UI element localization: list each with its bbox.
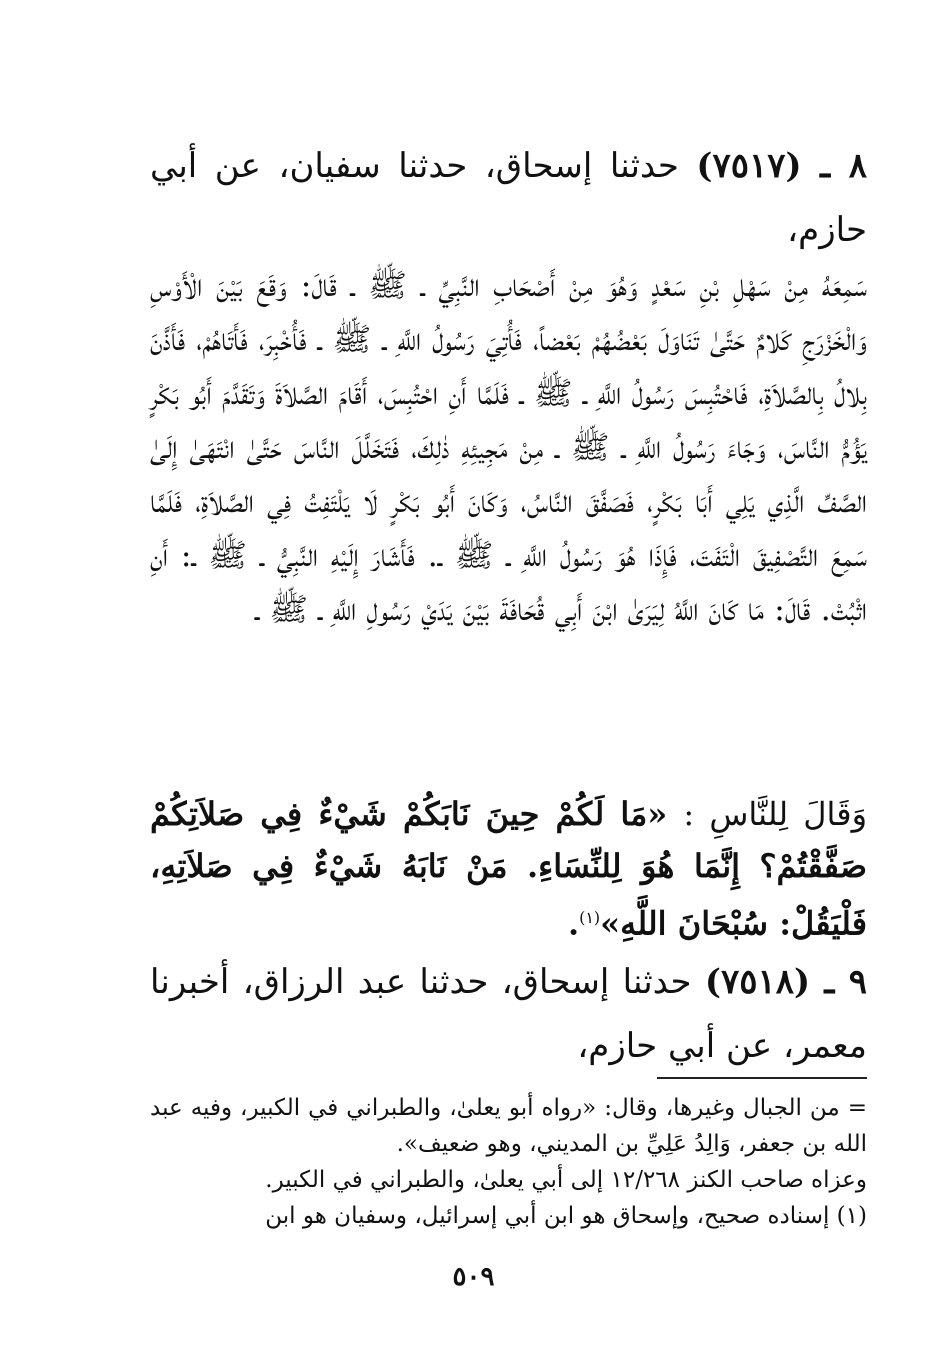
- hadith-8-saying: [150, 788, 867, 950]
- hadith-8-isnad: حدثنا إسحاق، حدثنا سفيان، عن أبي حازم،: [150, 146, 867, 250]
- saying-lead: وَقَالَ لِلنَّاسِ :: [683, 795, 868, 833]
- hadith-9-number: ٩ ـ (٧٥١٨): [704, 962, 867, 1002]
- saying-end: .: [567, 904, 580, 943]
- footnote-divider: [657, 1077, 867, 1079]
- footnote-1: (١) إسناده صحيح، وإسحاق هو ابن أبي إسرائيل، وسفيان هو ابن: [265, 1203, 867, 1229]
- saying-text: «مَا لَكُمْ حِينَ نَابَكُمْ شَيْءٌ فِي صَلاَتِكُمْ صَفَّقْتُمْ؟ إِنَّمَا هُوَ لِلنِّسَاءِ. مَنْ نَابَهُ شَيْءٌ فِي صَلاَتِهِ، فَلْيَقُلْ: سُبْحَانَ اللَّهِ»: [150, 795, 867, 943]
- hadith-9-intro: [150, 950, 867, 1078]
- footnote-ref-1: (١): [579, 908, 601, 927]
- hadith-8-intro: [150, 134, 867, 262]
- page-number: ٥٠٩: [452, 1262, 495, 1292]
- hadith-8-matn: سَمِعَهُ مِنْ سَهْلِ بْنِ سَعْدٍ وَهُوَ مِنْ أَصْحَابِ النَّبِيِّ ـ ﷺ ـ قَالَ: وَقَعَ بَيْنَ الْأَوْسِ وَالْخَزْرَجِ كَلامٌ حَتَّىٰ تَنَاوَلَ بَعْضُهُمْ بَعْضاً، فَأُتِيَ رَسُولُ اللَّهِ ـ ﷺ ـ فَأُخْبِرَ، فَأَتَاهُمْ، فَأَذَّنَ بِلالُ بِالصَّلاَةِ، فَاحْتُبِسَ رَسُولُ اللَّهِ ـ ﷺ ـ فَلَمَّا أَنِ احْتُبِسَ، أَقَامَ الصَّلاَةَ وَتَقَدَّمَ أَبُو بَكْرٍ يَؤُمُّ النَّاسَ، وَجَاءَ رَسُولُ اللَّهِ ـ ﷺ ـ مِنْ مَجِيئِهِ ذٰلِكَ، فَتَخَلَّلَ النَّاسَ حَتَّىٰ انْتَهَىٰ إِلَىٰ الصَّفِّ الَّذِي يَلِي أَبَا بَكْرٍ، فَصَفَّقَ النَّاسُ، وَكَانَ أَبُو بَكْرٍ لَا يَلْتَفِتُ فِي الصَّلاَةِ، فَلَمَّا سَمِعَ التَّصْفِيقَ الْتَفَتَ، فَإِذَا هُوَ رَسُولُ اللَّهِ ـ ﷺ ـ. فَأَشَارَ إِلَيْهِ النَّبِيُّ ـ ﷺ ـ: أَنِ اثْبُتْ. قَالَ: مَا كَانَ اللَّهُ لِيَرَىٰ ابْنَ أَبِي قُحَافَةَ بَيْنَ يَدَيْ رَسُولِ اللَّهِ ـ ﷺ ـ: [150, 266, 868, 628]
- footnote-continued: = من الجبال وغيرها، وقال: «رواه أبو يعلىٰ، والطبراني في الكبير، وفيه عبد الله بن جعفر، وَالِدُ عَلِيِّ بن المديني، وهو ضعيف».: [150, 1095, 867, 1157]
- hadith-8-number: ٨ ـ (٧٥١٧): [696, 146, 867, 186]
- hadith-9-isnad: حدثنا إسحاق، حدثنا عبد الرزاق، أخبرنا معمر، عن أبي حازم،: [150, 962, 867, 1066]
- footnotes: [150, 1090, 867, 1234]
- footnote-kanz: وعزاه صاحب الكنز ١٢/٢٦٨ إلى أبي يعلىٰ، والطبراني في الكبير.: [265, 1167, 867, 1193]
